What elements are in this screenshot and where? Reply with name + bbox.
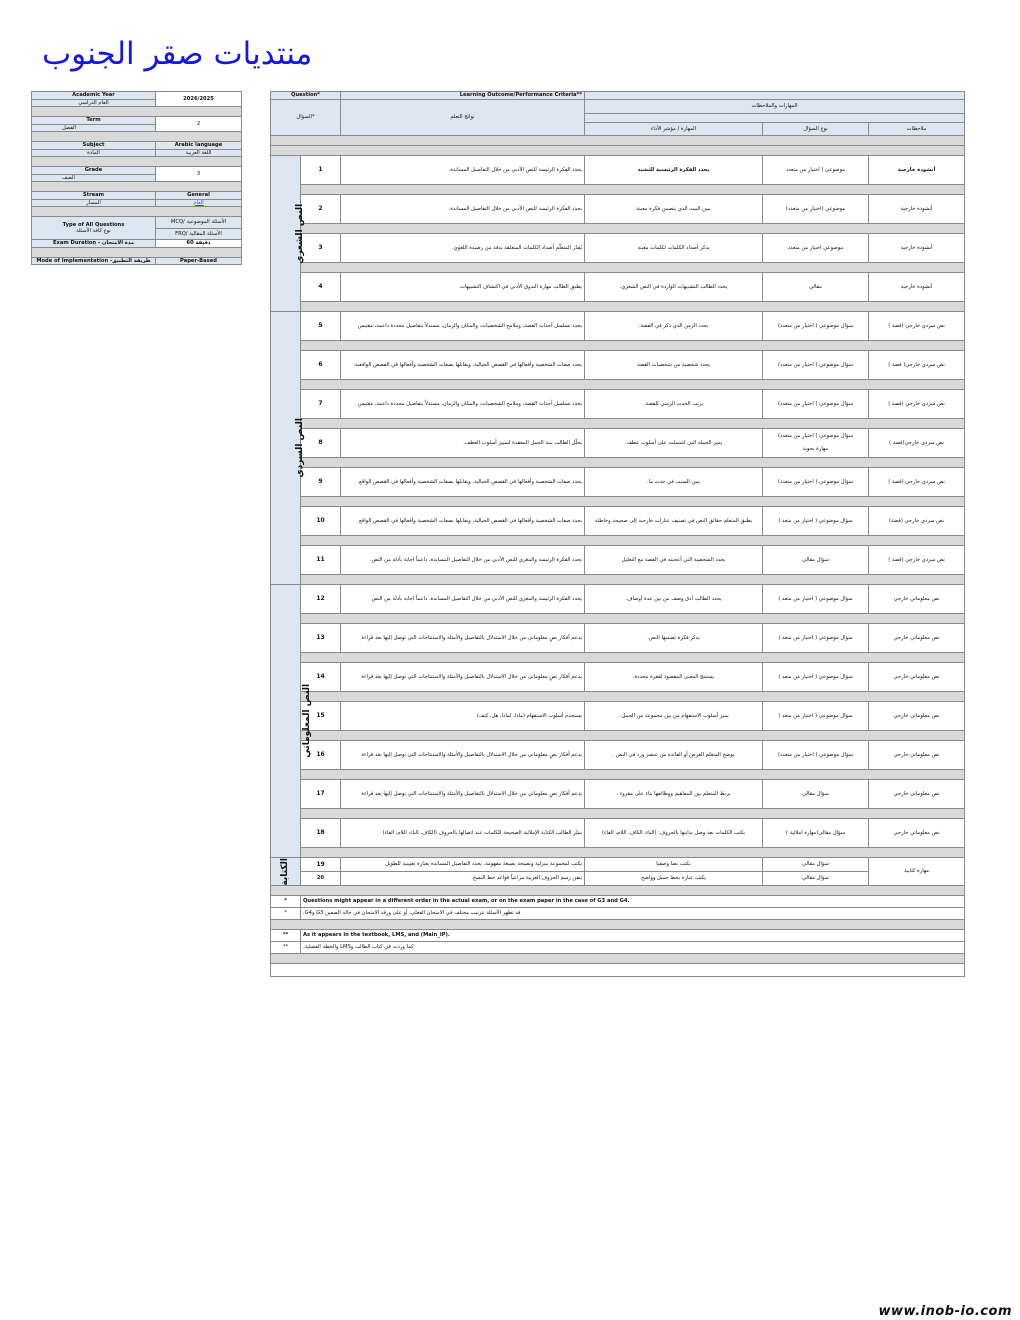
question-type: سؤال مقالي	[763, 858, 869, 872]
question-note: نص معلوماتي خارجي	[869, 741, 965, 770]
question-row	[271, 780, 965, 809]
question-type-secondary: مهارة نحوية	[802, 446, 829, 452]
subject-label-ar: المادة	[32, 149, 156, 157]
question-number: 14	[301, 663, 341, 692]
learning-outcome: يُقدّر المتعلّم أضداد الكلمات المتعلقة بدقة من رصيده اللغوي.	[341, 234, 585, 263]
question-number: 2	[301, 195, 341, 224]
question-row	[271, 663, 965, 692]
learning-outcome: يحدد الفكرة الرئيسة للنص الأدبي من خلال التفاصيل المساندة.	[341, 156, 585, 185]
header-skill: المهارة / مؤشر الأداء	[585, 123, 763, 136]
question-note: نص سردي خارجي(قصة )	[869, 429, 965, 458]
learning-outcome: يحلّل الطالب بنية الجمل المعقدة لتمييز أسلوب العطف.	[341, 429, 585, 458]
skill-indicator: يذكر فكرة تضمنها النص.	[585, 624, 763, 653]
question-type-primary: سؤال موضوعي ( اختيار من متعدد)	[778, 361, 853, 368]
section-writing	[271, 858, 301, 886]
question-type-primary: موضوعي اختيار من متعدد	[787, 244, 844, 251]
skill-indicator: يحدد الفكرة الرئيسية للنشيد	[585, 156, 763, 185]
question-note: نص سردي خارجي (قصة )	[869, 546, 965, 575]
section-narrative	[271, 312, 305, 585]
question-row	[271, 234, 965, 263]
question-note: نص معلوماتي خارجي	[869, 663, 965, 692]
question-row	[271, 429, 965, 458]
learning-outcome: يدعم أفكار نصٍ معلوماتي من خلال الاستدلال بالتفاصيل والأمثلة والاستنتاجات التي توصل إليها بعد قراءة	[341, 780, 585, 809]
question-type	[763, 312, 869, 341]
stream-value-ar-link[interactable]: العام	[193, 199, 204, 206]
learning-outcome: يحدد تسلسل أحداث القصة، وملامح الشخصيات، والمكان والزمان، مستدلاً بتفاصيل محددة داعمة، مقتبس	[341, 312, 585, 341]
question-number: 6	[301, 351, 341, 380]
grade-value: 3	[156, 167, 242, 182]
skill-indicator: يحدد شخصية من شخصيات القصة	[585, 351, 763, 380]
question-row	[271, 351, 965, 380]
question-number: 1	[301, 156, 341, 185]
exam-info-panel	[31, 91, 241, 265]
note-double-star-en: As it appears in the textbook, LMS, and (Main_IP).	[301, 930, 965, 942]
skill-indicator: يميز أسلوب الاستفهام من بين مجموعة من الجمل .	[585, 702, 763, 731]
question-row	[271, 585, 965, 614]
question-number: 15	[301, 702, 341, 731]
question-type	[763, 351, 869, 380]
note-double-star: **	[271, 930, 301, 942]
question-type-primary: سؤال مقالي(مهارة املائية )	[785, 829, 846, 836]
question-type-primary: سؤال موضوعي ( اختيار من متعد )	[778, 712, 853, 719]
question-number: 8	[301, 429, 341, 458]
skill-indicator: يحدد الطالب التشبيهات الواردة في النص الشعري.	[585, 273, 763, 302]
question-note: نص معلوماتي خارجي	[869, 780, 965, 809]
question-type-primary: سؤال موضوعي ( اختيار من متعدد)	[778, 400, 853, 407]
learning-outcome: يطبق الطالب مهارة التذوق الأدبي في اكتشاف التشبيهات	[341, 273, 585, 302]
question-types-label-ar: نوع كافة الأسئلة	[76, 228, 111, 234]
academic-year-value: 2026/2025	[156, 92, 242, 107]
question-type	[763, 624, 869, 653]
question-types-label: Type of All Questions	[62, 221, 125, 228]
header-skills-notes: المهارات والملاحظات	[585, 100, 965, 114]
question-type-primary: سؤال موضوعي ( اختيار من متعد )	[778, 634, 853, 641]
question-type	[763, 273, 869, 302]
question-type	[763, 741, 869, 770]
question-type	[763, 780, 869, 809]
learning-outcome: يدعم أفكار نصٍ معلوماتي من خلال الاستدلال بالتفاصيل والأمثلة والاستنتاجات التي توصل إليها بعد قراءة	[341, 624, 585, 653]
question-type	[763, 585, 869, 614]
learning-outcome: يحدد صفات الشخصية وأفعالها في القصص الخيالية، ويقابلها بصفات الشخصية وأفعالها في القصص الواقع	[341, 507, 585, 536]
header-question-type: نوع السؤال	[763, 123, 869, 136]
frq-type: FRQ/ الأسئلة المقالية	[156, 228, 242, 240]
question-number: 3	[301, 234, 341, 263]
question-type	[763, 468, 869, 497]
skill-indicator: يبين السبب في حدث ما.	[585, 468, 763, 497]
question-number: 12	[301, 585, 341, 614]
question-type-primary: موضوعي ( اختيار من متعدد	[785, 166, 846, 173]
footer-url: www.inob-io.com	[878, 1304, 1012, 1319]
mcq-type: MCQ/ الأسئلة الموضوعية	[156, 217, 242, 229]
note-double-star-ar: كما وردت في كتاب الطالب وLMS والخطة الفصلية.	[301, 942, 965, 954]
question-number: 7	[301, 390, 341, 419]
mode-value: Paper-Based	[156, 257, 242, 265]
question-row	[271, 741, 965, 770]
question-number: 19	[301, 858, 341, 872]
grade-label: Grade	[32, 167, 156, 175]
note-double-star-2: **	[271, 942, 301, 954]
section-informational	[271, 585, 313, 858]
subject-value-ar: اللغة العربية	[156, 149, 242, 157]
question-note: أنشودة خارجية	[869, 273, 965, 302]
academic-year-label: Academic Year	[32, 92, 156, 100]
exam-duration-label: Exam Duration - مدة الامتحان	[32, 240, 156, 248]
site-title: منتديات صقر الجنوب	[42, 36, 313, 72]
skill-indicator: يطبق المتعلم حقائق النص في تصنيف عبارات خارجية إلى صحيحة وخاطئة	[585, 507, 763, 536]
question-note: نص سردي خارجي (قصة )	[869, 390, 965, 419]
learning-outcome: يحدد الفكرة الرئيسة للنص الأدبي من خلال التفاصيل المساندة.	[341, 195, 585, 224]
question-type-primary: سؤال مقالي	[802, 556, 829, 563]
learning-outcome: يميّز الطالب الكتابة الإملائية الصحيحة للكلمات عند اتصالها بالحروف (الكاف، الباء، اللام، الفاء)	[341, 819, 585, 848]
stream-value: General	[156, 192, 242, 200]
question-number: 13	[301, 624, 341, 653]
section-label: النص المعلوماتي	[302, 684, 313, 758]
question-note: أنشودة خارجية	[869, 156, 965, 185]
question-note: نص سردي خارجي( قصة )	[869, 351, 965, 380]
question-note: نص معلوماتي خارجي	[869, 624, 965, 653]
stream-label-ar: المسار	[32, 199, 156, 207]
learning-outcome: يدعم أفكار نصٍ معلوماتي من خلال الاستدلال بالتفاصيل والأمثلة والاستنتاجات التي توصل إليها بعد قراءة	[341, 741, 585, 770]
question-type-primary: سؤال موضوعي ( اختيار من متعد )	[778, 595, 853, 602]
question-row	[271, 819, 965, 848]
question-note: نص معلوماتي خارجي	[869, 702, 965, 731]
question-type	[763, 429, 869, 458]
mode-label: Mode of Implementation -طريقة التطبيق	[32, 257, 156, 265]
question-number: 18	[301, 819, 341, 848]
academic-year-label-ar: العام الدراسي	[32, 99, 156, 107]
skill-indicator: يرتب الحدث الزمني للقصة.	[585, 390, 763, 419]
question-row	[271, 702, 965, 731]
question-row	[271, 507, 965, 536]
question-row	[271, 273, 965, 302]
exam-specification-table	[270, 91, 964, 977]
header-question: Question*	[271, 92, 341, 100]
question-type-primary: مقالي	[809, 283, 822, 290]
question-type-primary: سؤال مقالي	[802, 790, 829, 797]
subject-value: Arabic language	[156, 142, 242, 150]
term-value: 2	[156, 117, 242, 132]
question-note: نص سردي خارجي (قصة)	[869, 507, 965, 536]
skill-indicator: يذكر أضداد الكلمات لكلمات معينة	[585, 234, 763, 263]
section-label: الكتابة	[279, 857, 290, 886]
header-notes: ملاحظات	[869, 123, 965, 136]
note-star-2: *	[271, 908, 301, 920]
question-number: 17	[301, 780, 341, 809]
stream-label: Stream	[32, 192, 156, 200]
grade-label-ar: الصف	[32, 174, 156, 182]
question-number: 9	[301, 468, 341, 497]
question-number: 16	[301, 741, 341, 770]
learning-outcome: يحدد صفات الشخصية وأفعالها في القصص الخيالية، ويقابلها بصفات الشخصية وأفعالها في القصص الواقع	[341, 468, 585, 497]
skill-indicator: يحدد الطالب أدق وصف من بين عدة أوصاف.	[585, 585, 763, 614]
question-type	[763, 546, 869, 575]
skill-indicator: يميز الجملة التي اشتملت على أسلوب عطف.	[585, 429, 763, 458]
skill-indicator: يكتب عبارة بخط جميل وواضح	[585, 872, 763, 886]
question-type	[763, 195, 869, 224]
question-type-primary: سؤال موضوعي ( اختيار من متعدد)	[778, 751, 853, 758]
question-note: نص معلوماتي خارجي	[869, 585, 965, 614]
question-type-primary: سؤال موضوعي ( اختيار من متعدد)	[778, 433, 853, 440]
question-note: أنشودة خارجية	[869, 195, 965, 224]
term-label: Term	[32, 117, 156, 125]
question-number: 11	[301, 546, 341, 575]
learning-outcome: يحدد صفات الشخصية وأفعالها في القصص الخيالية، ويقابلها بصفات الشخصية وأفعالها في القصص الواقعية.	[341, 351, 585, 380]
question-row	[271, 624, 965, 653]
question-row	[271, 546, 965, 575]
skill-indicator: يوضح المتعلم الغرض أو الفائدة من عنصر ورد في النص .	[585, 741, 763, 770]
question-note: نص سردي خارجي (قصة )	[869, 312, 965, 341]
question-type	[763, 156, 869, 185]
question-note: نص معلوماتي خارجي	[869, 819, 965, 848]
question-type-primary: سؤال موضوعي ( اختيار من متعد )	[778, 673, 853, 680]
question-type-primary: موضوعي (اختيار من متعدد)	[785, 205, 846, 212]
question-row	[271, 390, 965, 419]
skill-indicator: يحدد الزمن الذي ذكر في القصة.	[585, 312, 763, 341]
note-star-en: Questions might appear in a different order in the actual exam, or on the exam paper in the case of G3 and G4.	[301, 896, 965, 908]
learning-outcome: يحدد الفكرة الرئيسة والمغزى للنص الأدبي من خلال التفاصيل المساندة، داعماً اجابة بأدلة من النص	[341, 585, 585, 614]
learning-outcome: يحدد تسلسل أحداث القصة، وملامح الشخصيات، والمكان والزمان، مستدلاً بتفاصيل محددة داعمة، مقتبس	[341, 390, 585, 419]
skill-indicator: يبين البيت الذي يتضمن فكرة معينة	[585, 195, 763, 224]
term-label-ar: الفصل	[32, 124, 156, 132]
question-number: 4	[301, 273, 341, 302]
question-type: سؤال مقالي	[763, 872, 869, 886]
question-type	[763, 507, 869, 536]
header-learning-outcome-ar: نواتج التعلم	[341, 100, 585, 136]
question-note: مهارة كتابية	[869, 858, 965, 886]
question-row	[271, 156, 965, 185]
question-number: 5	[301, 312, 341, 341]
section-poetic	[271, 156, 306, 312]
subject-label: Subject	[32, 142, 156, 150]
question-row	[271, 312, 965, 341]
skill-indicator: يستنتج المعنى المقصود لفقرة محددة.	[585, 663, 763, 692]
header-learning-outcome: Learning Outcome/Performance Criteria**	[341, 92, 585, 100]
question-type	[763, 390, 869, 419]
question-type	[763, 234, 869, 263]
question-type	[763, 702, 869, 731]
note-star: *	[271, 896, 301, 908]
learning-outcome: يستخدم أسلوب الاستفهام (ماذا، لماذا، هل، كيف)	[341, 702, 585, 731]
question-number: 20	[301, 872, 341, 886]
skill-indicator: يكتب الكلمات بعد وصل بدايتها بالحروف: (الباء، الكاف، اللام، الفاء)	[585, 819, 763, 848]
note-star-ar: قد تظهر الأسئلة بترتيب مختلف في الامتحان الفعلي، أو على ورقة الامتحان في حالة الصفين G3 وG4.	[301, 908, 965, 920]
question-type-primary: سؤال موضوعي ( اختيار من متعدد)	[778, 478, 853, 485]
header-question-ar: السؤال*	[271, 100, 341, 136]
question-row	[271, 195, 965, 224]
question-type-primary: سؤال موضوعي ( اختيار من متعدد)	[778, 322, 853, 329]
question-row	[271, 468, 965, 497]
learning-outcome: يدعم أفكار نصٍ معلوماتي من خلال الاستدلال بالتفاصيل والأمثلة والاستنتاجات التي توصل إليها بعد قراءة	[341, 663, 585, 692]
skill-indicator: يكتب نصا وصفيا	[585, 858, 763, 872]
question-note: أنشودة خارجية	[869, 234, 965, 263]
question-type	[763, 663, 869, 692]
question-type-primary: سؤال موضوعي ( اختيار من متعد )	[778, 517, 853, 524]
skill-indicator: يربط المتعلم بين المفاهيم ووظائفها بناء على مقروء .	[585, 780, 763, 809]
section-label: النص السردي	[294, 418, 305, 478]
skill-indicator: يحدد الشخصية التي أعجبته في القصة مع التعليل	[585, 546, 763, 575]
question-type	[763, 819, 869, 848]
section-label: النص الشعري	[295, 203, 306, 264]
question-number: 10	[301, 507, 341, 536]
exam-duration-value: 60 دقيقة	[156, 240, 242, 248]
learning-outcome: يتقن رسم الحروف العربية مراعياً قواعد خط النسخ.	[341, 872, 585, 886]
learning-outcome: يحدد الفكرة الرئيسة والمغزى للنص الأدبي من خلال التفاصيل المساندة، داعماً اجابة بأدلة من النص.	[341, 546, 585, 575]
question-note: نص سردي خارجي (قصة )	[869, 468, 965, 497]
learning-outcome: يكتب لمجموعة منزلية ونصيحة بصيغة مفهومة، يحدد التفاصيل المساندة بعبارة تعيينية للطويل	[341, 858, 585, 872]
